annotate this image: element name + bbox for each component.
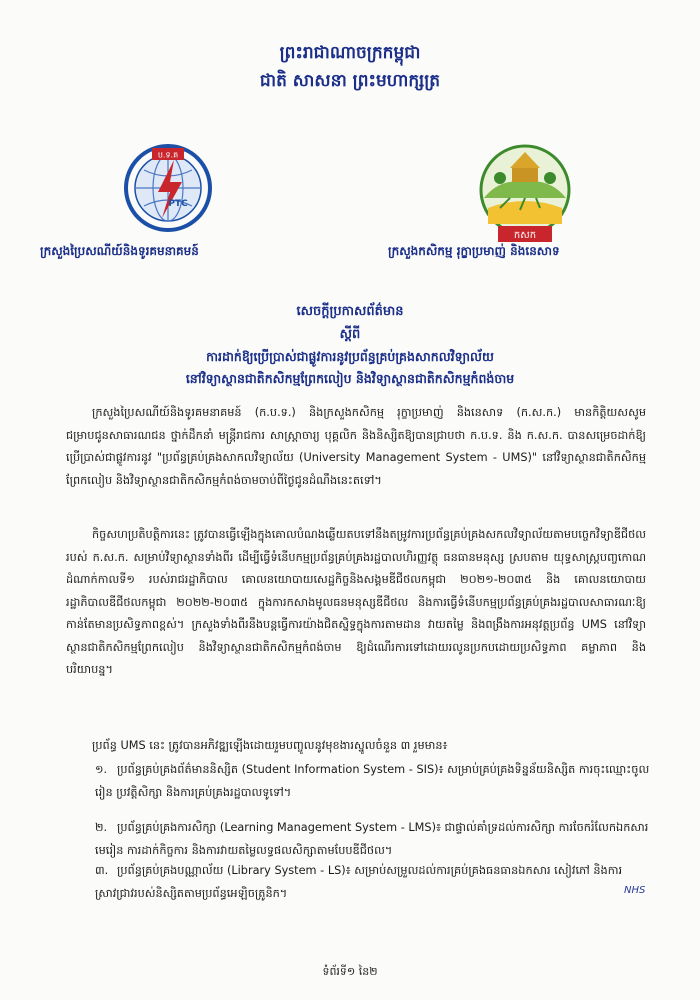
list-item-number: ២. (95, 821, 108, 834)
ministry-agriculture-label: ក្រសួងកសិកម្ម រុក្ខាប្រមាញ់ និងនេសាទ (388, 244, 560, 258)
page-number: ទំព័រទី១ នៃ២ (322, 965, 378, 978)
announcement-subject-line1: ការដាក់ឱ្យប្រើប្រាស់ជាផ្លូវការនូវប្រព័ន្ធគ្រប់គ្រងសាកលវិទ្យាល័យ (206, 349, 494, 364)
paragraph-3-text: ប្រព័ន្ធ UMS នេះ ត្រូវបានអភិវឌ្ឍឡើងដោយរួមបញ្ចូលនូវមុខងារស្នូលចំនួន ៣ រួមមាន៖ (92, 739, 448, 752)
list-item (95, 817, 655, 862)
announcement-subject-label: ស្តីពី (339, 327, 361, 342)
handwritten-initials: NHS (624, 885, 646, 896)
list-item (95, 860, 655, 905)
announcement-title: សេចក្តីប្រកាសព័ត៌មាន (296, 304, 404, 319)
list-item-text: ប្រព័ន្ធគ្រប់គ្រងព័ត៌មាននិស្សិត (Student Information System - SIS)៖ សម្រាប់គ្រប់គ្រងទិន្នន័យនិស្សិត ការចុះឈ្មោះចូលរៀន ប្រវត្តិសិក្សា និងការគ្រប់គ្រងរដ្ឋបាលទូទៅ។ (95, 763, 650, 799)
ptc-logo (122, 142, 214, 234)
maff-logo (470, 138, 580, 246)
national-motto: ជាតិ សាសនា ព្រះមហាក្សត្រ (259, 71, 441, 91)
paragraph-1 (66, 402, 646, 492)
paragraph-2-text: កិច្ចសហប្រតិបត្តិការនេះ ត្រូវបានធ្វើឡើងក្នុងគោលបំណងឆ្លើយតបទៅនឹងតម្រូវការប្រព័ន្ធគ្រប់គ្រងសកលវិទ្យាល័យតាមបច្ចេកវិទ្យាឌីជីថលរបស់ ក.ស.ក. សម្រាប់វិទ្យាស្ថានទាំងពីរ ដើម្បីធ្វើទំនើបកម្មប្រព័ន្ធគ្រប់គ្រងរដ្ឋបាលហិរញ្ញវត្ថុ ធនធានមនុស្ស ស្របតាម យុទ្ធសាស្ត្របញ្ចកោណ ដំណាក់កាលទី១ របស់រាជរដ្ឋាភិបាល គោលនយោបាយសេដ្ឋកិច្ចនិងសង្គមឌីជីថលកម្ពុជា ២០២១-២០៣៥ និង គោលនយោបាយរដ្ឋាភិបាលឌីជីថលកម្ពុជា ២០២២-២០៣៥ ក្នុងការកសាងមូលធនមនុស្សឌីជីថល និងការធ្វើទំនើបកម្មប្រព័ន្ធគ្រប់គ្រងរដ្ឋបាលសាធារណៈឱ្យកាន់តែមានប្រសិទ្ធភាពខ្ពស់។ ក្រសួងទាំងពីរនឹងបន្តធ្វើការយ៉ាងជិតស្និទ្ធក្នុងការតាមដាន វាយតម្លៃ និងពង្រឹងការអនុវត្តប្រព័ន្ធ UMS នៅវិទ្យាស្ថានជាតិកសិកម្មព្រែកលៀប និងវិទ្យាស្ថានជាតិកសិកម្មកំពង់ចាម ឱ្យដំណើរការទៅដោយរលូនប្រកបដោយប្រសិទ្ធភាព គម្លាភាព និងបរិយាបន្ន។ (66, 528, 646, 676)
ptc-logo-top-text: ប.ទ.គ (157, 150, 179, 160)
announcement-subject-line2: នៅវិទ្យាស្ថានជាតិកសិកម្មព្រែកលៀប និងវិទ្យាស្ថានជាតិកសិកម្មកំពង់ចាម (185, 371, 515, 386)
list-item (95, 759, 655, 804)
list-item-text: ប្រព័ន្ធគ្រប់គ្រងបណ្ណាល័យ (Library System - LS)៖ សម្រាប់សម្រួលដល់ការគ្រប់គ្រងធនធានឯកសារ សៀវភៅ និងការស្រាវជ្រាវរបស់និស្សិតតាមប្រព័ន្ធអេឡិចត្រូនិក។ (95, 864, 623, 900)
kingdom-heading: ព្រះរាជាណាចក្រកម្ពុជា (279, 43, 421, 63)
paragraph-3 (66, 735, 646, 758)
list-item-text: ប្រព័ន្ធគ្រប់គ្រងការសិក្សា (Learning Management System - LMS)៖ ជាផ្ទាល់គាំទ្រដល់ការសិក្សា ការចែករំលែកឯកសារមេរៀន ការដាក់កិច្ចការ និងការវាយតម្លៃលទ្ធផលសិក្សាតាមបែបឌីជីថល។ (95, 821, 649, 857)
ministry-posts-telecom-label: ក្រសួងប្រៃសណីយ៍និងទូរគមនាគមន៍ (40, 244, 199, 258)
paragraph-1-text: ក្រសួងប្រៃសណីយ៍និងទូរគមនាគមន៍ (ក.ប.ទ.) និងក្រសួងកសិកម្ម រុក្ខាប្រមាញ់ និងនេសាទ (ក.ស.ក.) មានកិត្តិយសសូមជម្រាបជូនសាធារណជន ថ្នាក់ដឹកនាំ មន្ត្រីរាជការ សាស្ត្រាចារ្យ បុគ្គលិក និងនិស្សិតឱ្យបានជ្រាបថា ក.ប.ទ. និង ក.ស.ក. បានសម្រេចដាក់ឱ្យប្រើប្រាស់ជាផ្លូវការនូវ "ប្រព័ន្ធគ្រប់គ្រងសាកលវិទ្យាល័យ (University Management System - UMS)" នៅវិទ្យាស្ថានជាតិកសិកម្មព្រែកលៀប និងវិទ្យាស្ថានជាតិកសិកម្មកំពង់ចាមចាប់ពីថ្ងៃជូនដំណឹងនេះតទៅ។ (66, 406, 646, 487)
ptc-logo-text: PTC (168, 199, 188, 209)
paragraph-2 (66, 524, 646, 682)
maff-logo-text: កសក (513, 230, 537, 241)
list-item-number: ១. (95, 763, 108, 776)
list-item-number: ៣. (95, 864, 109, 877)
